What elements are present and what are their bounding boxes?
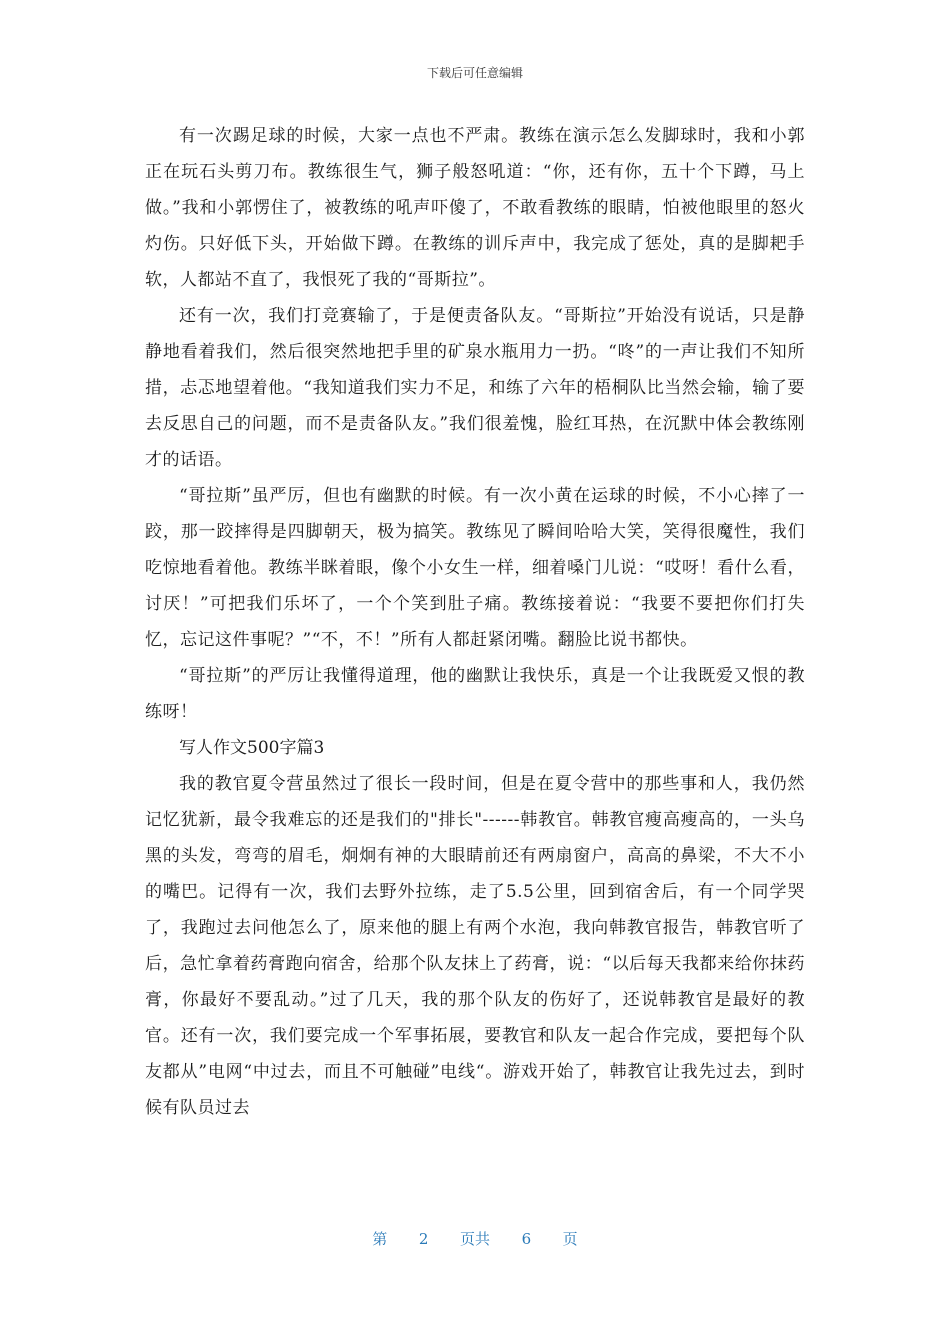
paragraph-3: “哥拉斯”虽严厉，但也有幽默的时候。有一次小黄在运球的时候，不小心摔了一跤，那一跤摔得是四脚朝天，极为搞笑。教练见了瞬间哈哈大笑，笑得很魔性，我们吃惊地看着他。教练半眯着眼，像个小女生一样，细着嗓门儿说：“哎呀！看什么看，讨厌！”可把我们乐坏了，一个个笑到肚子痛。教练接着说：“我要不要把你们打失忆，忘记这件事呢？”“不，不！”所有人都赶紧闭嘴。翻脸比说书都快。	[145, 486, 805, 650]
paragraph-5: 我的教官夏令营虽然过了很长一段时间，但是在夏令营中的那些事和人，我仍然记忆犹新，最令我难忘的还是我们的"排长"------韩教官。韩教官瘦高瘦高的，一头乌黑的头发，弯弯的眉毛，炯炯有神的大眼睛前还有两扇窗户，高高的鼻梁，不大不小的嘴巴。记得有一次，我们去野外拉练，走了5.5公里，回到宿舍后，有一个同学哭了，我跑过去问他怎么了，原来他的腿上有两个水泡，我向韩教官报告，韩教官听了后，急忙拿着药膏跑向宿舍，给那个队友抹上了药膏，说：“以后每天我都来给你抹药膏，你最好不要乱动。”过了几天，我的那个队友的伤好了，还说韩教官是最好的教官。还有一次，我们要完成一个军事拓展，要教官和队友一起合作完成，要把每个队友都从”电网“中过去，而且不可触碰”电线“。游戏开始了，韩教官让我先过去，到时候有队员过去	[145, 774, 805, 1118]
footer-suffix: 页	[562, 1230, 578, 1248]
footer-total-pages: 6	[521, 1230, 532, 1248]
page-header	[0, 64, 950, 81]
section-title: 写人作文500字篇3	[179, 738, 325, 758]
paragraph-1: 有一次踢足球的时候，大家一点也不严肃。教练在演示怎么发脚球时，我和小郭正在玩石头剪刀布。教练很生气，狮子般怒吼道：“你，还有你，五十个下蹲，马上做。”我和小郭愣住了，被教练的吼声吓傻了，不敢看教练的眼睛，怕被他眼里的怒火灼伤。只好低下头，开始做下蹲。在教练的训斥声中，我完成了惩处，真的是脚耙手软，人都站不直了，我恨死了我的“哥斯拉”。	[145, 126, 805, 290]
header-note: 下载后可任意编辑	[426, 66, 523, 80]
paragraph-4: “哥拉斯”的严厉让我懂得道理，他的幽默让我快乐，真是一个让我既爱又恨的教练呀！	[145, 666, 805, 722]
footer-middle: 页共	[459, 1230, 490, 1248]
footer-prefix: 第	[372, 1230, 388, 1248]
paragraph-2: 还有一次，我们打竞赛输了，于是便责备队友。“哥斯拉”开始没有说话，只是静静地看着我们，然后很突然地把手里的矿泉水瓶用力一扔。“咚”的一声让我们不知所措，忐忑地望着他。“我知道我们实力不足，和练了六年的梧桐队比当然会输，输了要去反思自己的问题，而不是责备队友。”我们很羞愧，脸红耳热，在沉默中体会教练刚才的话语。	[145, 306, 805, 470]
footer-current-page: 2	[418, 1230, 429, 1248]
page-footer	[0, 1228, 950, 1249]
document-body	[145, 118, 805, 1126]
